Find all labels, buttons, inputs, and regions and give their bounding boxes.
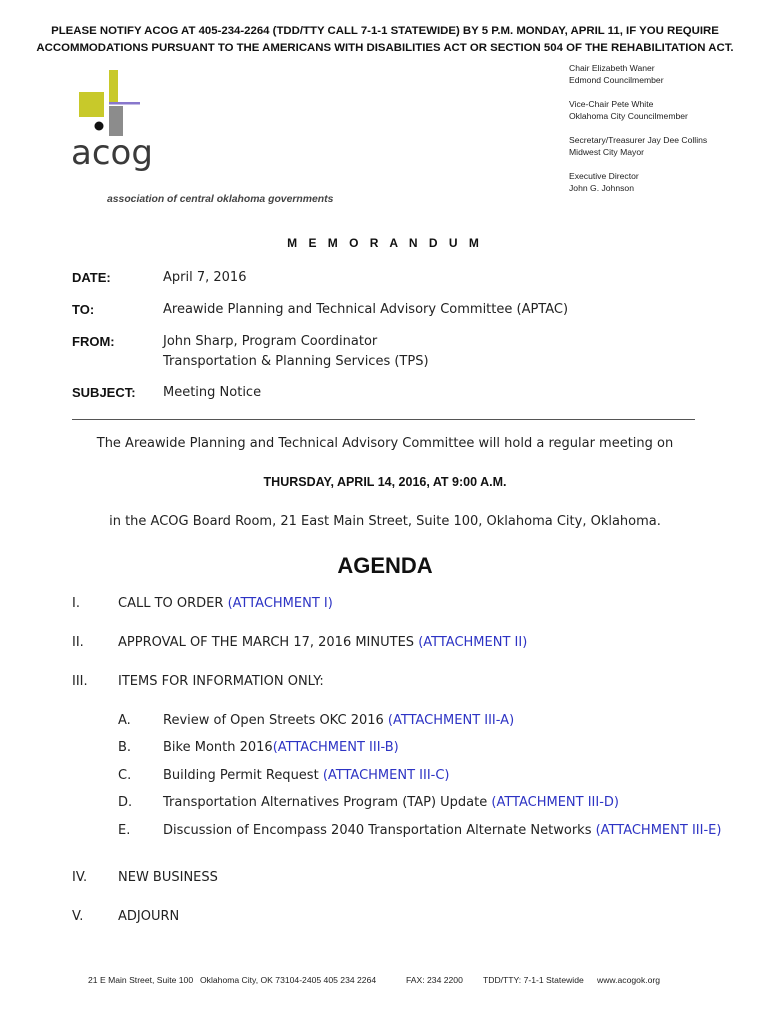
subitem-letter: E. <box>118 823 131 838</box>
subject-label: SUBJECT: <box>72 385 136 400</box>
notice-line-2: ACCOMMODATIONS PURSUANT TO THE AMERICANS WITH DISABILITIES ACT OR SECTION 504 OF THE REHABILITATION ACT. <box>36 42 734 54</box>
agenda-item-text: CALL TO ORDER <box>118 596 228 611</box>
footer-tdd: TDD/TTY: 7-1-1 Statewide <box>483 975 584 985</box>
officer-secretary-treasurer <box>569 134 764 158</box>
subitem-letter: C. <box>118 768 132 783</box>
subitem-encompass-2040 <box>163 823 721 838</box>
footer-address: 21 E Main Street, Suite 100 <box>88 975 194 985</box>
agenda-item-text: APPROVAL OF THE MARCH 17, 2016 MINUTES <box>118 635 419 650</box>
footer-city-phone: Oklahoma City, OK 73104-2405 405 234 2264 <box>200 975 377 985</box>
subitem-text: Transportation Alternatives Program (TAP) Update <box>163 795 492 810</box>
officer-chair <box>569 62 764 86</box>
subitem-building-permit <box>163 768 450 783</box>
agenda-item-information: ITEMS FOR INFORMATION ONLY: <box>118 674 324 689</box>
subitem-letter: D. <box>118 795 133 810</box>
attachment-link-i[interactable]: (ATTACHMENT I) <box>227 596 333 611</box>
subitem-letter: B. <box>118 740 132 755</box>
subitem-text: Review of Open Streets OKC 2016 <box>163 713 388 728</box>
subitem-text: Discussion of Encompass 2040 Transportation Alternate Networks <box>163 823 596 838</box>
subitem-text: Building Permit Request <box>163 768 323 783</box>
attachment-link-ii[interactable]: (ATTACHMENT II) <box>418 635 528 650</box>
attachment-link-iii-e[interactable]: (ATTACHMENT III-E) <box>595 823 722 838</box>
from-value <box>163 332 429 372</box>
officer-role: Midwest City Mayor <box>569 147 644 157</box>
date-label: DATE: <box>72 270 111 285</box>
agenda-number: V. <box>72 909 84 924</box>
footer-website[interactable]: www.acogok.org <box>597 975 661 985</box>
acog-logo-icon <box>78 70 142 136</box>
agenda-item-approval-minutes <box>118 635 527 650</box>
agenda-number: I. <box>72 596 80 611</box>
subitem-text: Bike Month 2016 <box>163 740 273 755</box>
officer-role: Oklahoma City Councilmember <box>569 111 688 121</box>
officer-title: Vice-Chair Pete White <box>569 99 654 109</box>
subject-value: Meeting Notice <box>163 385 262 400</box>
meeting-location: in the ACOG Board Room, 21 East Main Street, Suite 100, Oklahoma City, Oklahoma. <box>109 514 661 529</box>
agenda-title: AGENDA <box>337 553 433 578</box>
officer-title: Chair Elizabeth Waner <box>569 63 655 73</box>
officer-title: Executive Director <box>569 171 639 181</box>
agenda-number: III. <box>72 674 88 689</box>
agenda-number: II. <box>72 635 84 650</box>
from-line-2: Transportation & Planning Services (TPS) <box>163 354 429 369</box>
officer-title: Secretary/Treasurer Jay Dee Collins <box>569 135 708 145</box>
agenda-number: IV. <box>72 870 88 885</box>
to-label: TO: <box>72 302 95 317</box>
officer-role: Edmond Councilmember <box>569 75 664 85</box>
logo-wordmark: acog <box>71 133 153 173</box>
notice-line-1: PLEASE NOTIFY ACOG AT 405-234-2264 (TDD/TTY CALL 7-1-1 STATEWIDE) BY 5 P.M. MONDAY, APRIL 11, IF YOU REQUIRE <box>51 25 719 37</box>
agenda-item-adjourn: ADJOURN <box>118 909 180 924</box>
agenda-item-call-to-order <box>118 596 333 611</box>
intro-line: The Areawide Planning and Technical Advisory Committee will hold a regular meeting on <box>96 436 674 451</box>
attachment-link-iii-a[interactable]: (ATTACHMENT III-A) <box>387 713 515 728</box>
subitem-open-streets <box>163 713 514 728</box>
from-line-1: John Sharp, Program Coordinator <box>163 334 378 349</box>
officers-list <box>569 62 764 206</box>
meeting-datetime: THURSDAY, APRIL 14, 2016, AT 9:00 A.M. <box>263 475 507 489</box>
memorandum-title: M E M O R A N D U M <box>287 236 483 250</box>
to-value: Areawide Planning and Technical Advisory Committee (APTAC) <box>163 302 569 317</box>
header-divider <box>72 419 695 420</box>
officer-role: John G. Johnson <box>569 183 634 193</box>
from-label: FROM: <box>72 334 115 349</box>
footer-fax: FAX: 234 2200 <box>406 975 463 985</box>
agenda-item-new-business: NEW BUSINESS <box>118 870 218 885</box>
logo-tagline: association of central oklahoma governments <box>107 194 334 205</box>
attachment-link-iii-b[interactable]: (ATTACHMENT III-B) <box>272 740 399 755</box>
subitem-tap-update <box>163 795 619 810</box>
officer-vice-chair <box>569 98 764 122</box>
date-value: April 7, 2016 <box>163 270 247 285</box>
attachment-link-iii-c[interactable]: (ATTACHMENT III-C) <box>322 768 450 783</box>
subitem-letter: A. <box>118 713 131 728</box>
subitem-bike-month <box>163 740 399 755</box>
attachment-link-iii-d[interactable]: (ATTACHMENT III-D) <box>491 795 619 810</box>
officer-executive-director <box>569 170 764 194</box>
accessibility-notice <box>0 23 770 57</box>
